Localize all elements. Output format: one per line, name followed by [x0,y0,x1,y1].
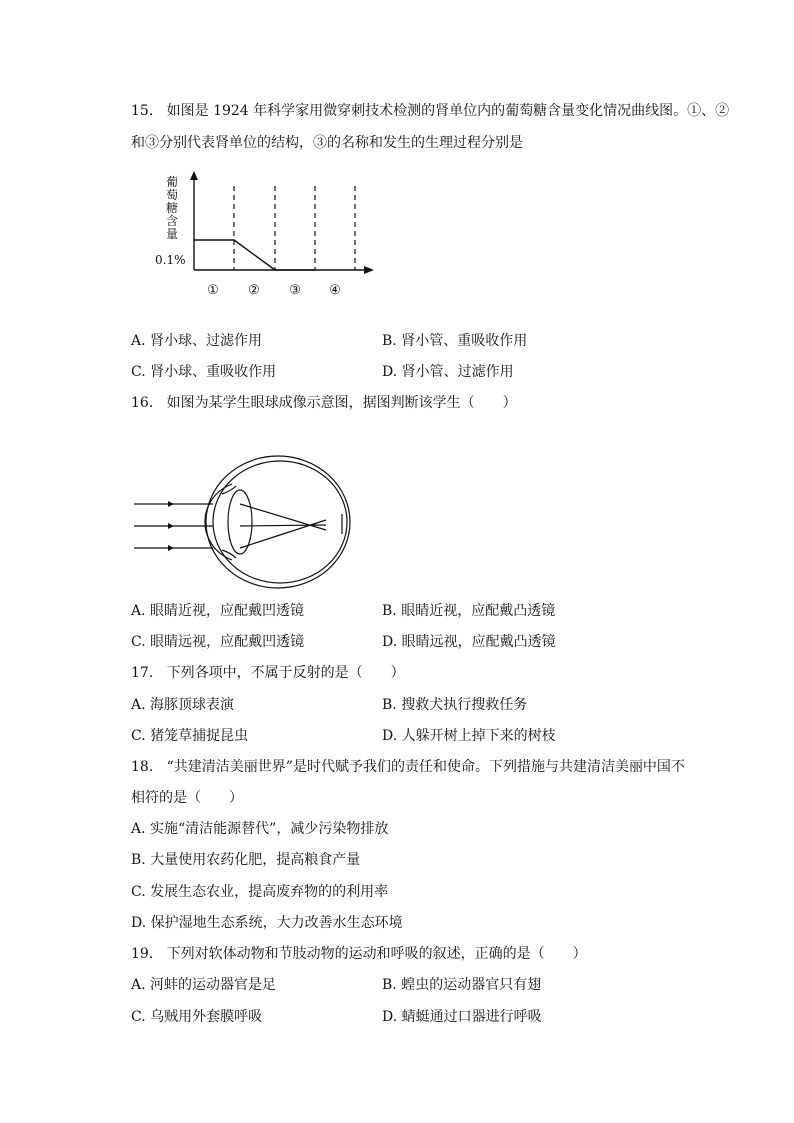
y-axis-arrow [190,171,198,180]
refracted-ray-3 [240,520,326,548]
q17-option-b: B. 搜救犬执行搜救任务 [382,697,528,713]
question-18-stem-line2: 相符的是（ ） [131,790,243,806]
ray-3-arrowhead [168,545,174,551]
q19-option-d: D. 蜻蜓通过口器进行呼吸 [382,1009,542,1025]
segment-dividers [234,186,355,270]
x-label-1: ① [207,283,219,298]
q19-option-b: B. 蝗虫的运动器官只有翅 [382,977,542,993]
x-axis-labels [207,283,341,298]
x-label-4: ④ [329,283,341,298]
question-19-stem [131,944,587,964]
question-17-stem [131,663,405,683]
question-15-text-line1: 如图是 1924 年科学家用微穿刺技术检测的肾单位内的葡萄糖含量变化情况曲线图。①、② [166,103,730,119]
y-axis-label-char-1: 葡 [165,175,179,189]
question-15-stem-line2: 和③分别代表肾单位的结构，③的名称和发生的生理过程分别是 [131,135,523,151]
question-18-text-line1: “共建清洁美丽世界”是时代赋予我们的责任和使命。下列措施与共建清洁美丽中国不 [166,759,685,775]
q18-option-b: B. 大量使用农药化肥，提高粮食产量 [131,852,361,868]
y-axis-label-char-5: 量 [165,227,179,241]
q17-option-a: A. 海豚顶球表演 [131,697,235,713]
y-tick-label: 0.1% [155,253,186,267]
y-axis-label-char-4: 含 [165,214,179,228]
q18-option-a: A. 实施“清洁能源替代”，减少污染物排放 [131,821,389,837]
figure-15-glucose-chart [150,168,390,303]
ray-2-arrowhead [168,523,174,529]
question-16-number: 16. [131,395,154,411]
x-label-3: ③ [289,283,301,298]
question-18-stem-line1 [131,757,685,777]
question-16-stem [131,393,517,413]
question-19-number: 19. [131,946,154,962]
q19-option-a: A. 河蚌的运动器官是足 [131,977,277,993]
q18-option-c: C. 发展生态农业，提高废弃物的的利用率 [131,884,389,900]
question-17-text: 下列各项中，不属于反射的是（ ） [166,665,405,681]
question-15-stem-line1 [131,101,729,121]
q16-option-d: D. 眼睛远视，应配戴凸透镜 [382,634,556,650]
question-15-number: 15. [131,103,154,119]
ray-1-arrowhead [168,501,174,507]
q15-option-c: C. 肾小球、重吸收作用 [131,364,277,380]
y-axis-label [166,174,178,241]
q16-option-c: C. 眼睛远视，应配戴凹透镜 [131,634,305,650]
q15-option-d: D. 肾小管、过滤作用 [382,364,514,380]
q17-option-d: D. 人躲开树上掉下来的树枝 [382,728,556,744]
x-label-2: ② [248,283,260,298]
glucose-curve [194,240,315,270]
q16-option-b: B. 眼睛近视，应配戴凸透镜 [382,603,556,619]
q17-option-c: C. 猪笼草捕捉昆虫 [131,728,249,744]
question-17-number: 17. [131,665,154,681]
question-19-text: 下列对软体动物和节肢动物的运动和呼吸的叙述，正确的是（ ） [166,946,587,962]
y-axis-label-char-2: 萄 [165,188,179,202]
figure-16-eye-diagram [128,452,358,592]
lens [228,490,252,554]
question-18-number: 18. [131,759,154,775]
q15-option-b: B. 肾小管、重吸收作用 [382,333,528,349]
q15-option-a: A. 肾小球、过滤作用 [131,333,263,349]
q19-option-c: C. 乌贼用外套膜呼吸 [131,1009,263,1025]
eyeball-inner [213,461,347,583]
q16-option-a: A. 眼睛近视，应配戴凹透镜 [131,603,305,619]
q18-option-d: D. 保护湿地生态系统，大力改善水生态环境 [131,915,403,931]
y-axis-label-char-3: 糖 [165,201,179,215]
x-axis-arrow [364,266,374,274]
question-16-text: 如图为某学生眼球成像示意图，据图判断该学生（ ） [166,395,517,411]
